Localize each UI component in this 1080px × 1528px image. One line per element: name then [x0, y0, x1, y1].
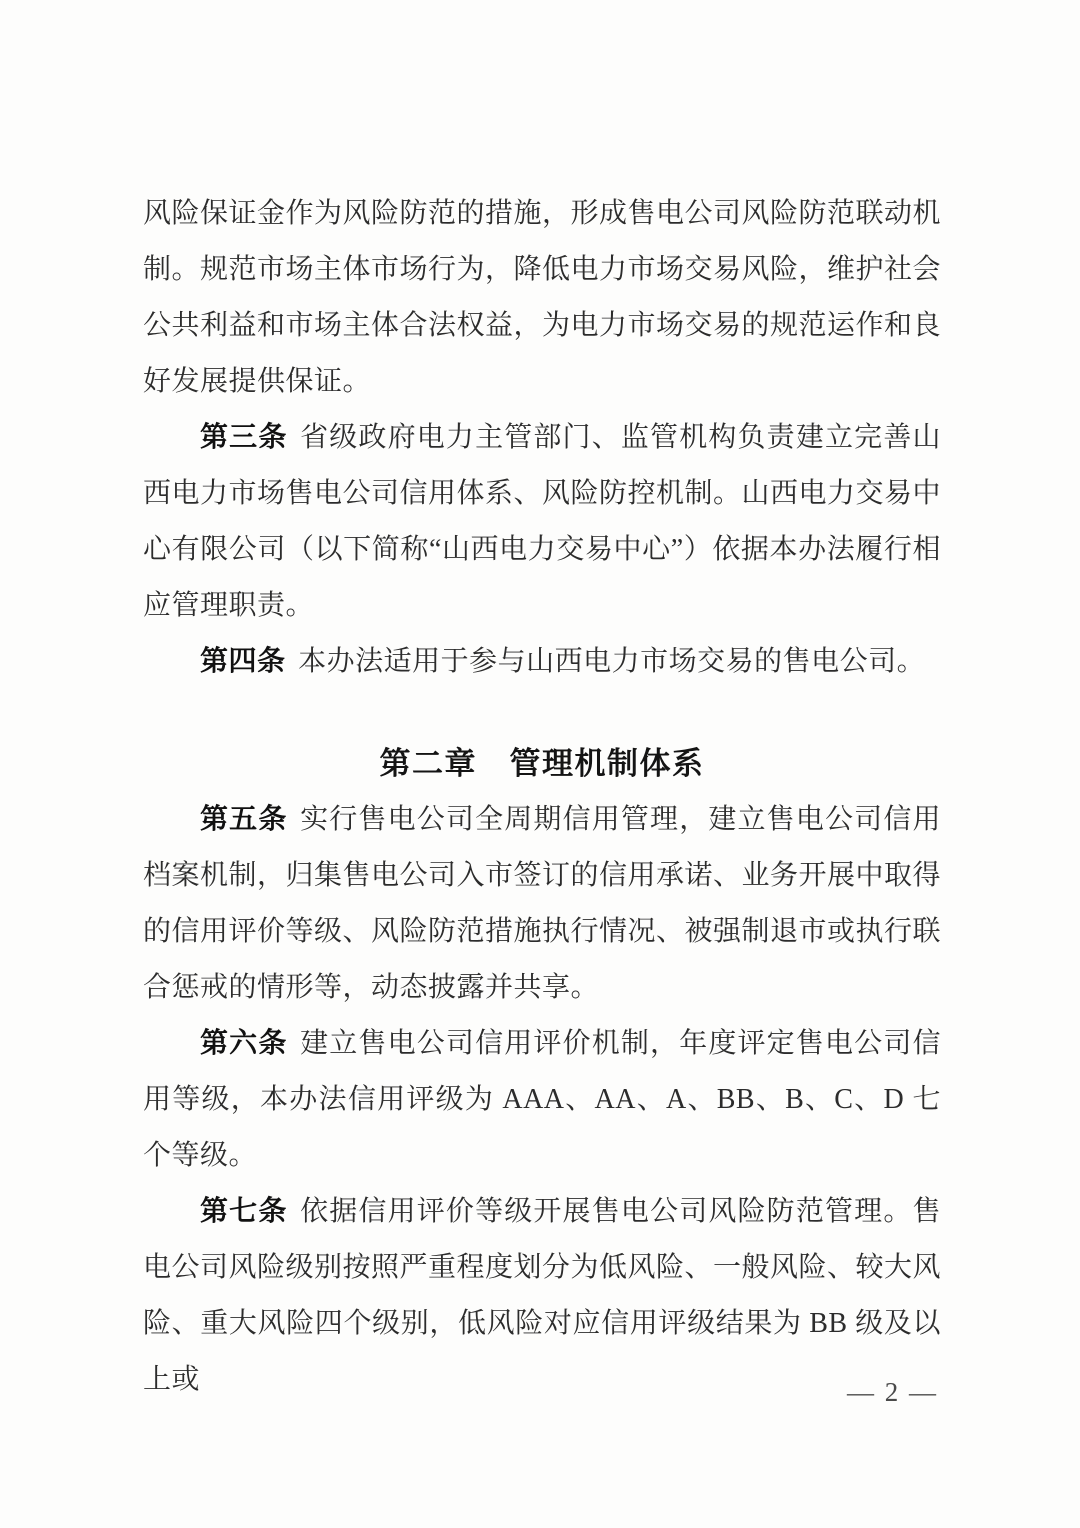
page-number: [847, 1372, 938, 1412]
article-number-label: 第六条: [200, 1028, 288, 1059]
paragraph-text: 建立售电公司信用评价机制，年度评定售电公司信用等级，本办法信用评级为 AAA、AA、A、BB、B、C、D 七个等级。: [143, 1028, 941, 1171]
body-paragraph: [143, 186, 941, 410]
article-number-label: 第三条: [200, 422, 288, 453]
paragraph-text: 依据信用评价等级开展售电公司风险防范管理。售电公司风险级别按照严重程度划分为低风险、一般风险、较大风险、重大风险四个级别，低风险对应信用评级结果为 BB 级及以上或: [143, 1196, 942, 1395]
article-paragraph: [143, 1016, 941, 1184]
document-body: [143, 186, 941, 1408]
article-number-label: 第七条: [200, 1196, 288, 1227]
article-paragraph: [143, 410, 941, 634]
chapter-heading: 第二章 管理机制体系: [379, 746, 705, 781]
paragraph-text: 本办法适用于参与山西电力市场交易的售电公司。: [298, 646, 926, 677]
article-paragraph: [143, 1184, 941, 1408]
article-number-label: 第五条: [200, 804, 288, 835]
page-number-label: — 2 —: [847, 1377, 938, 1407]
paragraph-text: 实行售电公司全周期信用管理，建立售电公司信用档案机制，归集售电公司入市签订的信用承诺、业务开展中取得的信用评价等级、风险防范措施执行情况、被强制退市或执行联合惩戒的情形等，动态披露并共享。: [143, 804, 942, 1003]
article-paragraph: [143, 792, 941, 1016]
paragraph-text: 省级政府电力主管部门、监管机构负责建立完善山西电力市场售电公司信用体系、风险防控机制。山西电力交易中心有限公司（以下简称“山西电力交易中心”）依据本办法履行相应管理职责。: [143, 422, 942, 621]
article-number-label: 第四条: [200, 646, 286, 677]
paragraph-text: 风险保证金作为风险防范的措施，形成售电公司风险防范联动机制。规范市场主体市场行为，降低电力市场交易风险，维护社会公共利益和市场主体合法权益，为电力市场交易的规范运作和良好发展提供保证。: [143, 198, 942, 397]
article-paragraph: [143, 634, 941, 690]
